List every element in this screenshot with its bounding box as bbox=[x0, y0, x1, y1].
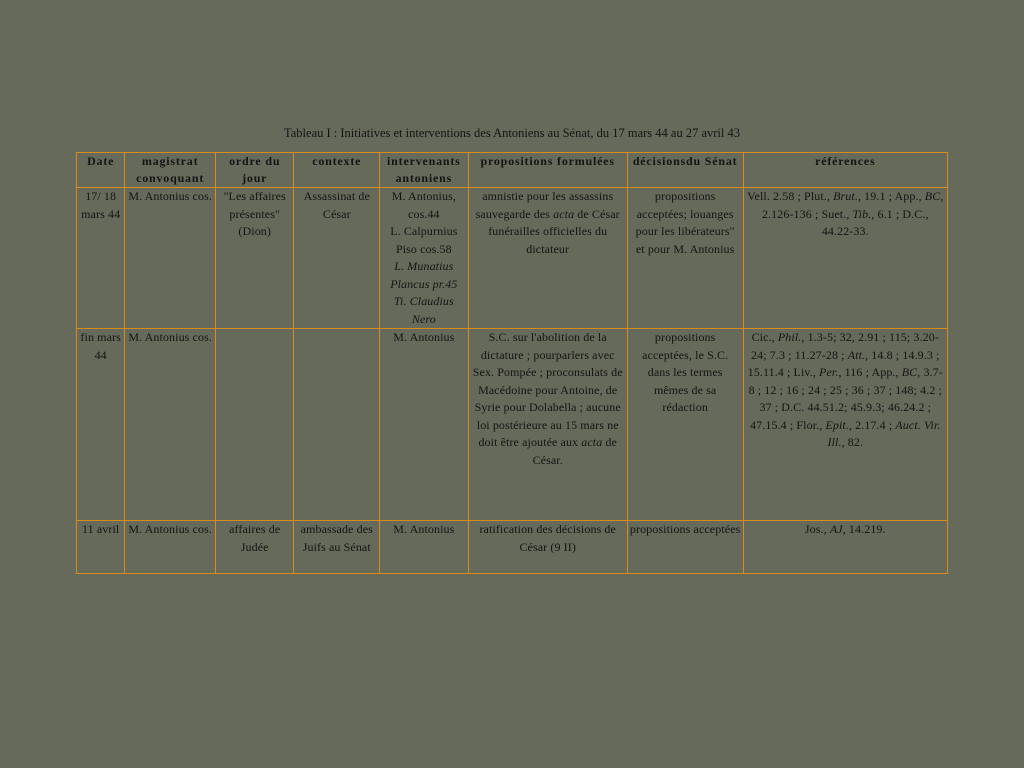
text-part: acta bbox=[553, 206, 575, 221]
ref-part: Vell. 2.58 ; Plut., bbox=[747, 189, 834, 203]
table-caption: Tableau I : Initiatives et interventions des Antoniens au Sénat, du 17 mars 44 au 27 avril 43 bbox=[284, 126, 740, 140]
ref-part: , 1.3-5; 32, 2.91 ; 115; 3.20-24; 7.3 ; 11.27-28 ; bbox=[751, 330, 939, 362]
header-magistrat: magistrat convoquant bbox=[125, 153, 216, 188]
ref-part: , 14.8 ; 14.9.3 ; 15.11.4 ; Liv., bbox=[747, 347, 940, 379]
cell-references bbox=[743, 188, 947, 329]
ref-part: , 116 ; App., bbox=[838, 365, 902, 379]
cell-date: fin mars 44 bbox=[77, 329, 125, 521]
intervenant-entry: M. Antonius, cos.44 bbox=[391, 189, 456, 221]
cell-ordre: affaires de Judée bbox=[215, 521, 294, 574]
proposition-entry bbox=[471, 223, 625, 258]
ref-part: , 3.7-8 ; 12 ; 16 ; 24 ; 25 ; 36 ; 37 ; 148; 4.2 ; 37 ; D.C. 44.51.2; 45.9.3; 46.24.2 ; 47.15.4 ; Flor., bbox=[748, 365, 943, 432]
header-contexte: contexte bbox=[294, 153, 380, 188]
ref-part: BC bbox=[901, 365, 918, 379]
ref-part: , 82. bbox=[841, 435, 864, 449]
intervenant-entry: L. Calpurnius Piso cos.58 bbox=[390, 224, 458, 256]
cell-references bbox=[743, 329, 947, 521]
cell-ordre: "Les affaires présentes" (Dion) bbox=[215, 188, 294, 329]
ref-part: Att. bbox=[847, 347, 866, 362]
senate-table bbox=[76, 152, 948, 574]
ref-part: Tib. bbox=[852, 206, 872, 221]
ref-part: Epit. bbox=[825, 417, 849, 432]
ref-part: , 2.126-136 ; Suet., bbox=[761, 189, 944, 221]
ref-part: Auct. Vir. Ill. bbox=[827, 417, 941, 449]
cell-date: 11 avril bbox=[77, 521, 125, 574]
cell-contexte: Assassinat de César bbox=[294, 188, 380, 329]
table-row bbox=[77, 188, 948, 329]
text-part: S.C. sur l'abolition de la dictature ; pourparlers avec Sex. Pompée ; proconsulats de Macédoine pour Antoine, de Syrie pour Dolabella ; aucune loi postérieure au 15 mars ne doit être ajoutée aux bbox=[472, 330, 623, 449]
header-references: références bbox=[743, 153, 947, 188]
cell-magistrat: M. Antonius cos. bbox=[125, 329, 216, 521]
ref-part: AJ bbox=[829, 522, 843, 536]
proposition-entry bbox=[471, 206, 625, 224]
intervenant-entry: M. Antonius bbox=[393, 522, 455, 536]
ref-part: Per. bbox=[819, 365, 839, 379]
ref-part: BC bbox=[924, 189, 941, 203]
intervenant-entry: M. Antonius bbox=[393, 330, 455, 344]
ref-part: Jos., bbox=[804, 522, 830, 536]
cell-intervenants bbox=[380, 329, 469, 521]
cell-intervenants bbox=[380, 521, 469, 574]
text-part: ratification des décisions de César (9 II) bbox=[479, 522, 616, 554]
text-part: amnistie pour les assassins bbox=[482, 189, 614, 203]
table-row bbox=[77, 521, 948, 574]
cell-contexte: ambassade des Juifs au Sénat bbox=[294, 521, 380, 574]
proposition-entry bbox=[471, 188, 625, 206]
header-intervenants: intervenants antoniens bbox=[380, 153, 469, 188]
ref-part: Brut. bbox=[833, 189, 858, 203]
table-row bbox=[77, 329, 948, 521]
cell-propositions bbox=[468, 521, 627, 574]
text-part: acta bbox=[581, 435, 603, 449]
ref-part: , 6.1 ; D.C., 44.22-33. bbox=[821, 206, 929, 238]
header-date: Date bbox=[77, 153, 125, 188]
intervenant-entry: L. Munatius Plancus pr.45 bbox=[390, 259, 458, 291]
cell-magistrat: M. Antonius cos. bbox=[125, 188, 216, 329]
cell-decisions: propositions acceptées; louanges pour les libérateurs" et pour M. Antonius bbox=[627, 188, 743, 329]
text-part: funérailles officielles du dictateur bbox=[488, 224, 608, 256]
ref-part: , 14.219. bbox=[842, 522, 886, 536]
cell-decisions: propositions acceptées bbox=[627, 521, 743, 574]
ref-part: , 19.1 ; App., bbox=[857, 189, 925, 203]
ref-part: , 2.17.4 ; bbox=[848, 417, 896, 432]
intervenant-entry: Ti. Claudius Nero bbox=[393, 294, 454, 326]
header-row bbox=[77, 153, 948, 188]
cell-ordre bbox=[215, 329, 294, 521]
cell-contexte bbox=[294, 329, 380, 521]
header-propositions: propositions formulées bbox=[468, 153, 627, 188]
ref-part: Cic., bbox=[751, 330, 778, 344]
cell-date: 17/ 18 mars 44 bbox=[77, 188, 125, 329]
text-part: de César bbox=[574, 206, 620, 221]
ref-part: Phil. bbox=[777, 330, 802, 344]
header-decisions: décisionsdu Sénat bbox=[627, 153, 743, 188]
cell-references bbox=[743, 521, 947, 574]
cell-propositions bbox=[468, 329, 627, 521]
text-part: de César. bbox=[532, 435, 617, 467]
cell-propositions bbox=[468, 188, 627, 329]
text-part: sauvegarde des bbox=[475, 206, 554, 221]
header-ordre: ordre du jour bbox=[215, 153, 294, 188]
cell-magistrat: M. Antonius cos. bbox=[125, 521, 216, 574]
cell-intervenants bbox=[380, 188, 469, 329]
cell-decisions: propositions acceptées, le S.C. dans les termes mêmes de sa rédaction bbox=[627, 329, 743, 521]
